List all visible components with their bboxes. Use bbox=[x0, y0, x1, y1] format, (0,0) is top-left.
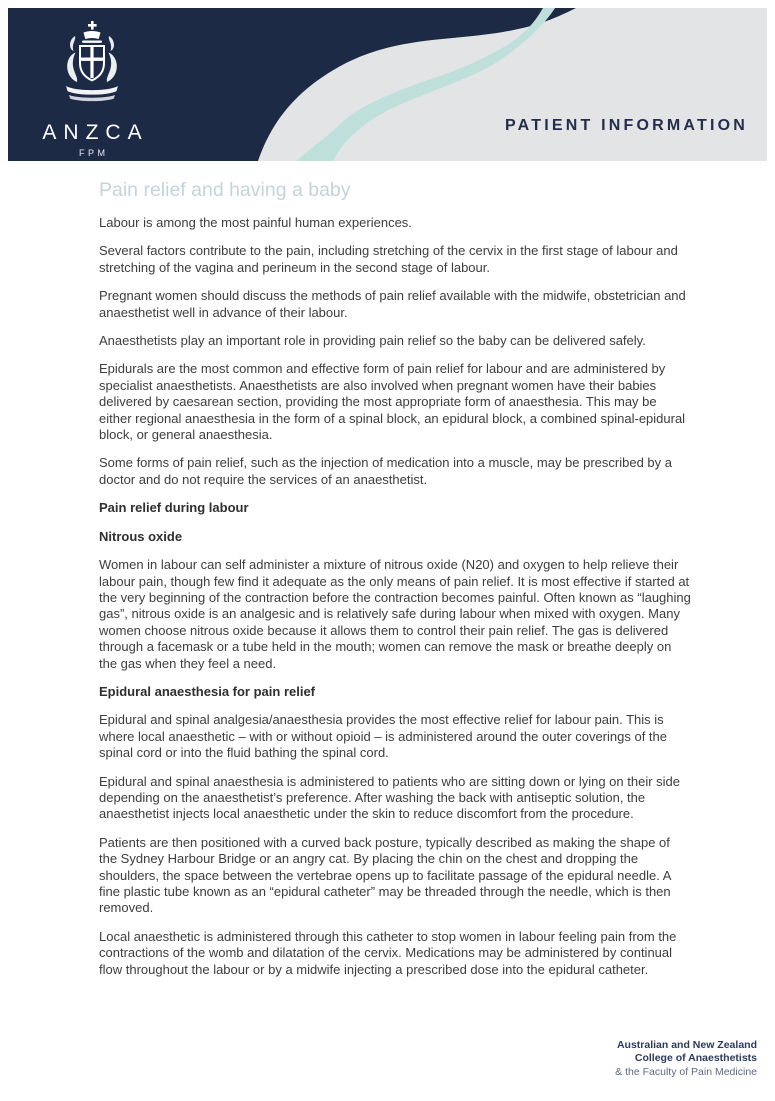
body-paragraph: Labour is among the most painful human experiences. bbox=[99, 215, 412, 230]
anzca-logo bbox=[32, 20, 152, 158]
footer-line-2: College of Anaesthetists bbox=[634, 1052, 757, 1064]
body-paragraph: Epidurals are the most common and effective form of pain relief for labour and are administered by specialist anaesthetists. Anaesthetists are also involved when pregnant women have their babies delivered by caesarean section, providing the most appropriate form of anaesthesia. This may be either regional anaesthesia in the form of a spinal block, an epidural block, a combined spinal-epidural block, or general anaesthesia. bbox=[99, 361, 686, 443]
body-paragraph: Epidural and spinal analgesia/anaesthesia provides the most effective relief for labour pain. This is where local anaesthetic – with or without opioid – is administered around the outer coverings of the spinal cord or into the fluid bathing the spinal cord. bbox=[99, 712, 667, 761]
body-paragraph: Some forms of pain relief, such as the injection of medication into a muscle, may be prescribed by a doctor and do not require the services of an anaesthetist. bbox=[99, 455, 673, 487]
footer-line-1: Australian and New Zealand bbox=[616, 1039, 757, 1051]
body-paragraph: Women in labour can self administer a mixture of nitrous oxide (N20) and oxygen to help relieve their labour pain, though few find it adequate as the only means of pain relief. It is most effective if started at the very beginning of the contraction before the contraction becomes painful. Often known as “laughing gas”, nitrous oxide is an analgesic and is relatively safe during labour when mixed with oxygen. Many women choose nitrous oxide because it allows them to control their pain relief. The gas is delivered through a facemask or a tube held in the mouth; women can remove the mask or breathe deeply on the gas when they feel a need. bbox=[99, 557, 691, 671]
patient-information-label: PATIENT INFORMATION bbox=[504, 117, 748, 134]
body-paragraph: Local anaesthetic is administered through this catheter to stop women in labour feeling pain from the contractions of the womb and dilatation of the cervix. Medications may be administered by continual flow throughout the labour or by a midwife injecting a prescribed dose into the epidural catheter. bbox=[99, 928, 677, 977]
body-paragraph: Patients are then positioned with a curved back posture, typically described as making the shape of the Sydney Harbour Bridge or an angry cat. By placing the chin on the chest and dropping the shoulders, the space between the vertebrae opens up to facilitate passage of the epidural needle. A fine plastic tube known as an “epidural catheter” may be threaded through the needle, which is then removed. bbox=[99, 834, 671, 916]
body-paragraph: Anaesthetists play an important role in providing pain relief so the baby can be delivered safely. bbox=[99, 333, 646, 349]
section-heading: Nitrous oxide bbox=[99, 528, 183, 544]
fpm-wordmark: FPM bbox=[79, 148, 109, 158]
document-body bbox=[99, 215, 691, 978]
header-banner bbox=[8, 8, 767, 161]
page-title: Pain relief and having a baby bbox=[99, 179, 351, 201]
section-heading: Pain relief during labour bbox=[99, 500, 249, 516]
body-paragraph: Several factors contribute to the pain, including stretching of the cervix in the first stage of labour and stretching of the vagina and perineum in the second stage of labour. bbox=[99, 243, 678, 275]
section-heading: Epidural anaesthesia for pain relief bbox=[99, 683, 316, 699]
body-paragraph: Epidural and spinal anaesthesia is administered to patients who are sitting down or lying on their side depending on the anaesthetist’s preference. After washing the back with antiseptic solution, the anaesthetist injects local anaesthetic under the skin to reduce discomfort from the procedure. bbox=[99, 773, 681, 822]
anzca-crest-icon bbox=[57, 20, 127, 114]
footer-college-signature bbox=[615, 1039, 757, 1079]
body-paragraph: Pregnant women should discuss the methods of pain relief available with the midwife, obstetrician and anaesthetist well in advance of their labour. bbox=[99, 288, 686, 320]
document-content bbox=[99, 179, 691, 990]
anzca-wordmark: ANZCA bbox=[42, 121, 149, 144]
footer-line-3: & the Faculty of Pain Medicine bbox=[615, 1066, 757, 1078]
